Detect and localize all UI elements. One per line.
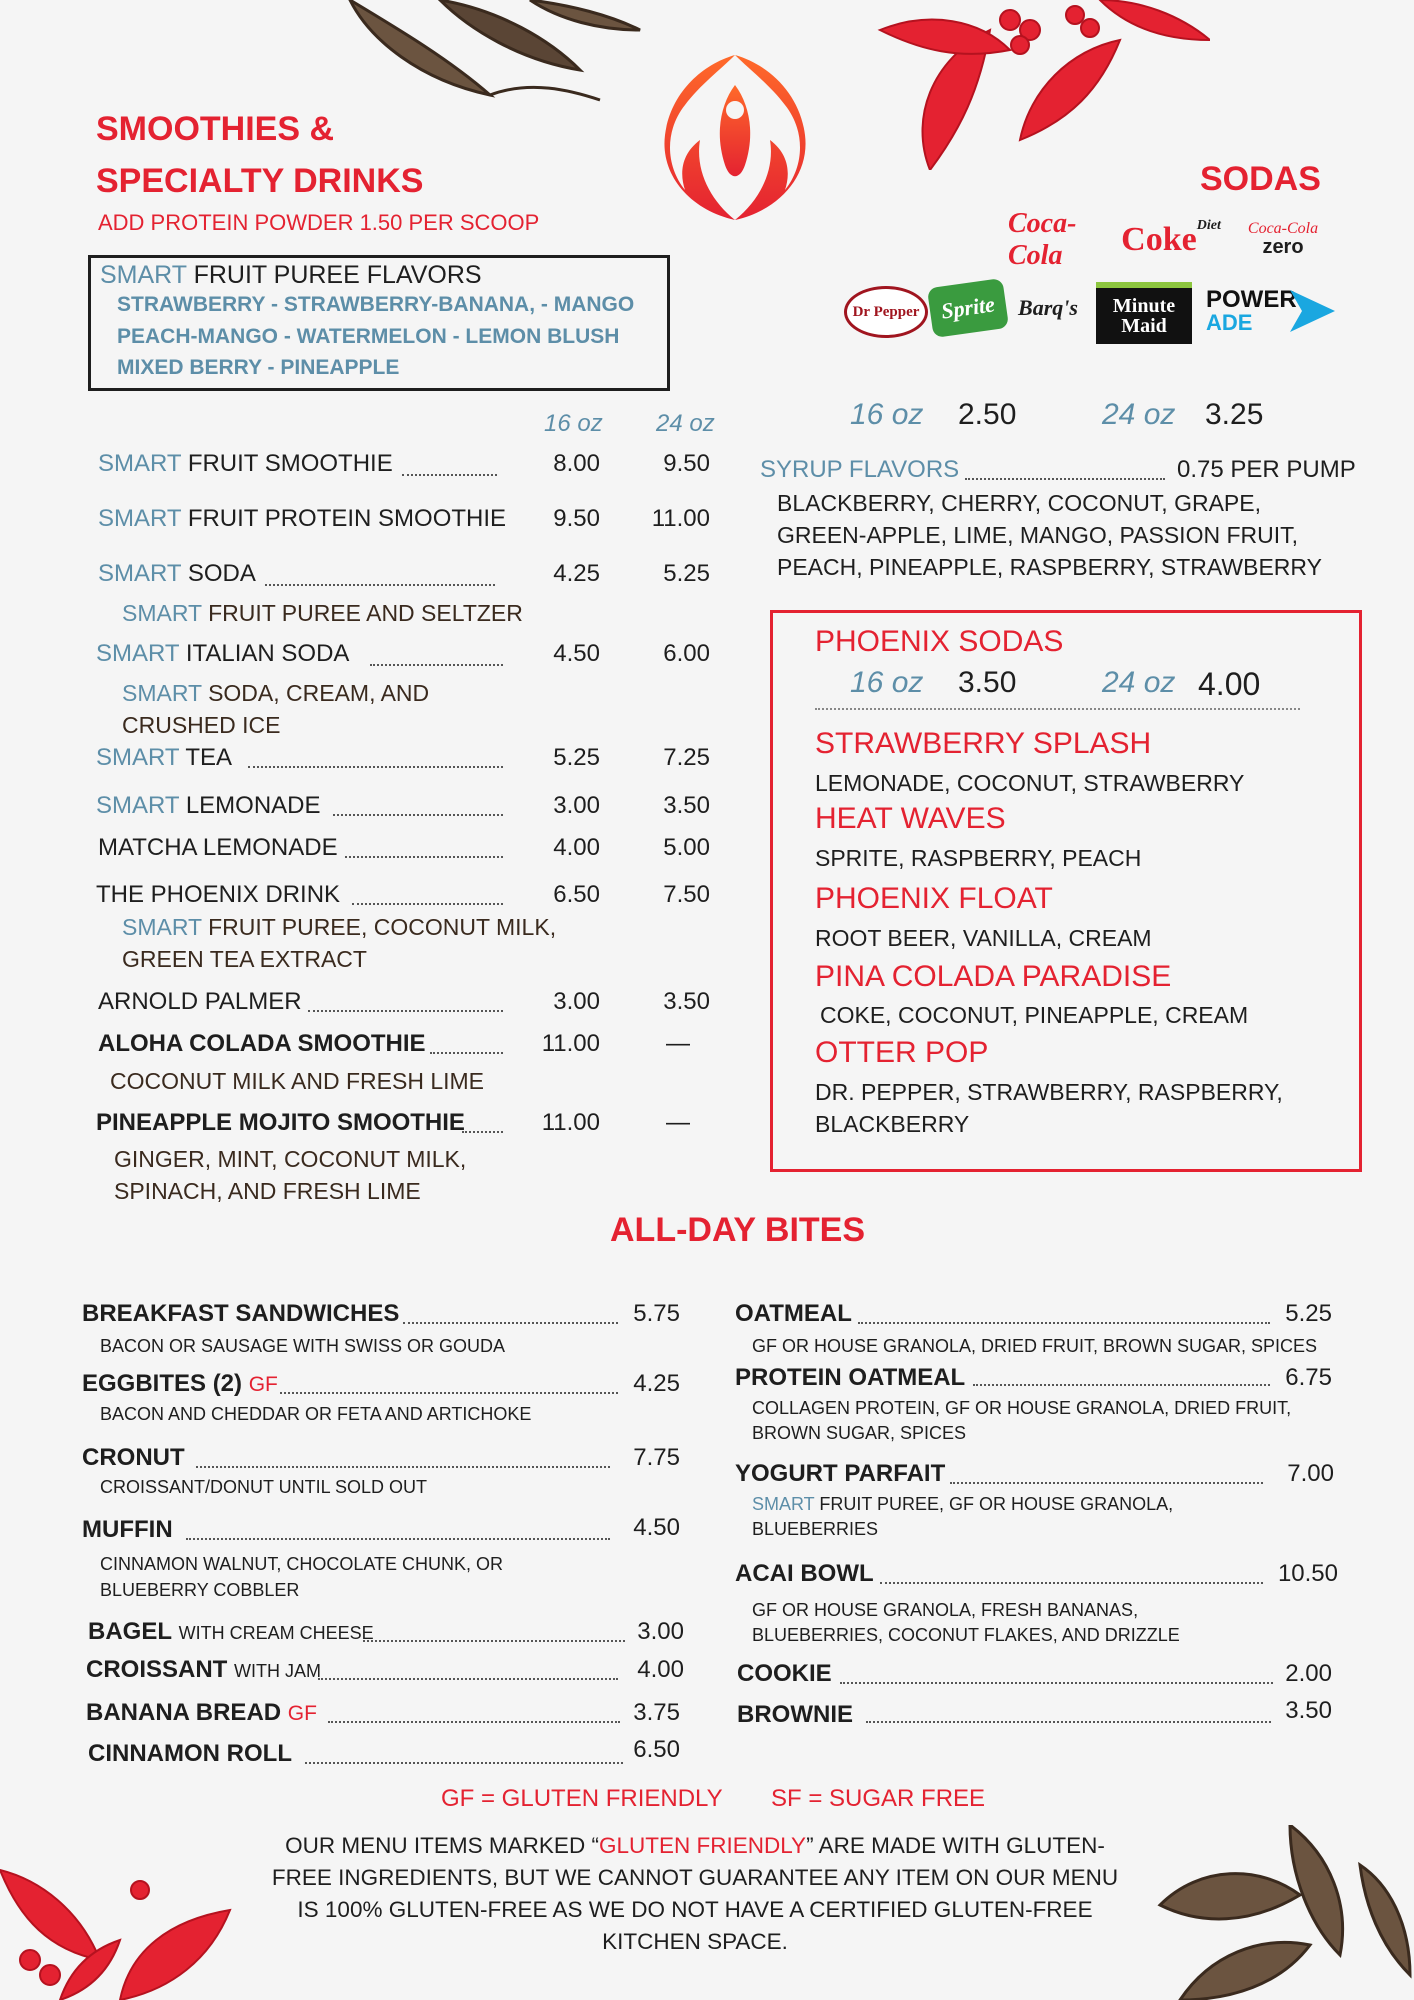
coke-zero-logo: Coca-Cola zero [1247,220,1319,258]
smoothie-price-16: 3.00 [553,988,600,1015]
leader-dots [305,1762,623,1764]
leader-dots [248,766,503,768]
bite-item-desc: GF OR HOUSE GRANOLA, DRIED FRUIT, BROWN SUGAR, SPICES [752,1336,1318,1356]
smoothie-price-24: — [666,1109,690,1136]
phoenix-item-desc: SPRITE, RASPBERRY, PEACH [815,845,1142,871]
bite-price: 7.00 [1287,1460,1334,1487]
smoothie-price-24: 11.00 [651,505,710,532]
smoothie-price-24: 9.50 [663,450,710,477]
smoothie-item-name: ARNOLD PALMER [98,988,302,1015]
phoenix-item-desc-line2: BLACKBERRY [815,1111,970,1137]
leaf-decoration-bottom-right [1140,1825,1414,2000]
smoothie-item-name: ALOHA COLADA SMOOTHIE [98,1030,426,1057]
smoothie-item-name: SMART LEMONADE [96,792,321,819]
bites-title: ALL-DAY BITES [610,1211,866,1249]
leader-dots [352,903,503,905]
bite-price: 2.00 [1285,1660,1332,1687]
bite-item-name: BANANA BREAD GF [86,1699,317,1726]
soda-price-16: 2.50 [958,398,1017,431]
bite-price: 10.50 [1277,1560,1338,1587]
smoothie-item-desc: SMART FRUIT PUREE, COCONUT MILK, [122,914,557,940]
smoothie-item-name: PINEAPPLE MOJITO SMOOTHIE [96,1109,465,1136]
sprite-logo: Sprite [927,278,1009,338]
bite-price: 6.50 [633,1736,680,1763]
syrup-flavors-line1: BLACKBERRY, CHERRY, COCONUT, GRAPE, [777,490,1261,516]
phoenix-item-desc: LEMONADE, COCONUT, STRAWBERRY [815,770,1245,796]
puree-flavors-line3: MIXED BERRY - PINEAPPLE [117,356,400,379]
smoothie-price-16: 4.25 [553,560,600,587]
smoothie-item-desc: SMART FRUIT PUREE AND SELTZER [122,600,523,626]
smoothie-price-24: 7.50 [663,881,710,908]
smoothie-item-desc-line2: SPINACH, AND FRESH LIME [114,1178,421,1204]
bite-item-name: OATMEAL [735,1300,852,1327]
bite-item-name: COOKIE [737,1660,832,1687]
soda-price-24: 3.25 [1205,398,1264,431]
puree-box-heading: SMART FRUIT PUREE FLAVORS [100,261,482,289]
divider [815,708,1300,710]
leader-dots [858,1322,1270,1324]
bite-price: 5.25 [1285,1300,1332,1327]
bite-item-name: CRONUT [82,1444,185,1471]
leader-dots [265,584,495,586]
smoothie-item-name: SMART ITALIAN SODA [96,640,350,667]
phoenix-item-name: PHOENIX FLOAT [815,882,1053,915]
leader-dots [973,1384,1270,1386]
smoothie-price-16: 11.00 [541,1109,600,1136]
bite-price: 3.75 [633,1699,680,1726]
bite-price: 3.50 [1285,1697,1332,1724]
leader-dots [370,664,503,666]
leader-dots [430,1052,503,1054]
smoothie-item-desc: COCONUT MILK AND FRESH LIME [110,1068,485,1094]
bite-price: 4.50 [633,1514,680,1541]
phoenix-item-desc: ROOT BEER, VANILLA, CREAM [815,925,1152,951]
smoothie-price-16: 9.50 [553,505,600,532]
leader-dots [402,474,497,476]
smoothie-price-16: 3.00 [553,792,600,819]
bite-price: 7.75 [633,1444,680,1471]
leader-dots [880,1582,1263,1584]
leader-dots [333,814,503,816]
bite-price: 4.25 [633,1370,680,1397]
bite-price: 6.75 [1285,1364,1332,1391]
bite-item-desc-line2: BLUEBERRIES [752,1519,879,1539]
leader-dots [345,856,503,858]
leader-dots [840,1682,1273,1684]
leader-dots [196,1466,610,1468]
leader-dots [280,1392,618,1394]
leaf-decoration-top-right [870,0,1210,170]
bite-item-desc: COLLAGEN PROTEIN, GF OR HOUSE GRANOLA, DRIED FRUIT, [752,1398,1292,1418]
phoenix-sodas-title: PHOENIX SODAS [815,625,1064,658]
leader-dots [403,1322,618,1324]
phoenix-price-16: 3.50 [958,666,1017,699]
smoothie-price-24: 6.00 [663,640,710,667]
diet-coke-logo: Coke Diet [1121,218,1221,258]
soda-size-24: 24 oz [1102,398,1176,431]
smoothie-price-24: 7.25 [663,744,710,771]
bite-item-name: ACAI BOWL [735,1560,874,1587]
protein-note: ADD PROTEIN POWDER 1.50 PER SCOOP [98,210,540,235]
puree-flavors-box [88,255,670,391]
syrup-flavors-line2: GREEN-APPLE, LIME, MANGO, PASSION FRUIT, [777,522,1299,548]
smoothie-price-16: 8.00 [553,450,600,477]
minute-maid-logo: Minute Maid [1096,282,1192,344]
gf-legend: GF = GLUTEN FRIENDLY [441,1785,723,1812]
syrup-flavors-line3: PEACH, PINEAPPLE, RASPBERRY, STRAWBERRY [777,554,1322,580]
smoothie-item-name: SMART SODA [98,560,256,587]
leader-dots [462,1131,503,1133]
smoothie-price-16: 4.00 [553,834,600,861]
bite-item-name: CINNAMON ROLL [88,1740,292,1767]
bite-item-name: BAGEL WITH CREAM CHEESE [88,1618,374,1645]
leader-dots [308,1010,503,1012]
barqs-logo: Barq's [1018,295,1078,320]
bite-item-desc: BACON OR SAUSAGE WITH SWISS OR GOUDA [100,1336,506,1356]
smoothie-price-24: 5.25 [663,560,710,587]
sf-legend: SF = SUGAR FREE [771,1785,986,1812]
leader-dots [965,478,1165,480]
leader-dots [318,1678,618,1680]
sodas-title: SODAS [1200,160,1321,198]
smoothie-price-24: — [666,1030,690,1057]
bite-item-desc-line2: BROWN SUGAR, SPICES [752,1423,967,1443]
bite-item-name: YOGURT PARFAIT [735,1460,946,1487]
leaf-decoration-top-left [330,0,650,110]
smoothie-price-24: 5.00 [663,834,710,861]
phoenix-item-name: PINA COLADA PARADISE [815,960,1172,993]
smoothies-title-line1: SMOOTHIES & [96,110,335,148]
phoenix-item-name: HEAT WAVES [815,802,1006,835]
smoothie-price-24: 3.50 [663,792,710,819]
bite-price: 3.00 [637,1618,684,1645]
smoothie-item-name: THE PHOENIX DRINK [96,881,341,908]
phoenix-item-desc: DR. PEPPER, STRAWBERRY, RASPBERRY, [815,1079,1283,1105]
bite-item-name: EGGBITES (2) GF [82,1370,278,1397]
phoenix-price-24: 4.00 [1198,666,1261,702]
disclaimer-line1: OUR MENU ITEMS MARKED “GLUTEN FRIENDLY” ARE MADE WITH GLUTEN- [285,1833,1105,1858]
bite-price: 5.75 [633,1300,680,1327]
bite-item-desc: SMART FRUIT PUREE, GF OR HOUSE GRANOLA, [752,1494,1174,1514]
smoothie-item-desc: GINGER, MINT, COCONUT MILK, [114,1146,467,1172]
smoothie-item-name: SMART FRUIT PROTEIN SMOOTHIE [98,505,507,532]
smoothie-item-desc: SMART SODA, CREAM, AND [122,680,430,706]
bite-item-desc: BACON AND CHEDDAR OR FETA AND ARTICHOKE [100,1404,532,1424]
bite-item-name: MUFFIN [82,1516,173,1543]
leader-dots [186,1538,610,1540]
leader-dots [866,1721,1271,1723]
syrup-price: 0.75 PER PUMP [1177,456,1356,483]
disclaimer-line4: KITCHEN SPACE. [602,1929,788,1954]
gf-badge: GF [287,1702,317,1725]
powerade-logo: POWER ADE [1206,286,1297,335]
soda-size-16: 16 oz [850,398,924,431]
smoothie-size-16: 16 oz [544,410,603,437]
smoothie-item-desc-line2: GREEN TEA EXTRACT [122,946,367,972]
puree-flavors-line1: STRAWBERRY - STRAWBERRY-BANANA, - MANGO [117,293,635,316]
bite-item-name: PROTEIN OATMEAL [735,1364,966,1391]
bite-price: 4.00 [637,1656,684,1683]
bite-item-desc: CROISSANT/DONUT UNTIL SOLD OUT [100,1477,428,1497]
leader-dots [328,1721,620,1723]
bite-item-name: BREAKFAST SANDWICHES [82,1300,400,1327]
coca-cola-logo: Coca-Cola [1008,208,1077,271]
leaf-decoration-bottom-left [0,1830,270,2000]
phoenix-item-name: STRAWBERRY SPLASH [815,727,1152,760]
smoothie-price-16: 11.00 [541,1030,600,1057]
bite-item-desc-line2: BLUEBERRIES, COCONUT FLAKES, AND DRIZZLE [752,1625,1180,1645]
smoothies-title-line2: SPECIALTY DRINKS [96,162,424,200]
smoothie-item-name: SMART TEA [96,744,233,771]
puree-flavors-line2: PEACH-MANGO - WATERMELON - LEMON BLUSH [117,325,620,348]
leader-dots [363,1640,625,1642]
disclaimer-line3: IS 100% GLUTEN-FREE AS WE DO NOT HAVE A CERTIFIED GLUTEN-FREE [297,1897,1093,1922]
leader-dots [950,1482,1263,1484]
phoenix-logo [650,45,820,225]
bite-item-name: CROISSANT WITH JAM [86,1656,322,1683]
powerade-arrow-icon [1290,290,1335,332]
smoothie-size-24: 24 oz [656,410,715,437]
phoenix-size-16: 16 oz [850,666,924,699]
phoenix-item-name: OTTER POP [815,1036,989,1069]
smoothie-price-24: 3.50 [663,988,710,1015]
syrup-flavors-label: SYRUP FLAVORS [760,456,960,483]
phoenix-item-desc: COKE, COCONUT, PINEAPPLE, CREAM [820,1002,1249,1028]
dr-pepper-logo: Dr Pepper [844,286,928,338]
bite-item-name: BROWNIE [737,1701,853,1728]
disclaimer-line2: FREE INGREDIENTS, BUT WE CANNOT GUARANTEE ANY ITEM ON OUR MENU [271,1865,1119,1890]
bite-item-desc: GF OR HOUSE GRANOLA, FRESH BANANAS, [752,1600,1139,1620]
smoothie-item-name: SMART FRUIT SMOOTHIE [98,450,393,477]
bite-item-desc: CINNAMON WALNUT, CHOCOLATE CHUNK, OR [100,1554,504,1574]
smoothie-price-16: 6.50 [553,881,600,908]
gluten-disclaimer [250,1830,1140,1958]
bite-item-desc-line2: BLUEBERRY COBBLER [100,1580,300,1600]
smoothie-price-16: 4.50 [553,640,600,667]
smoothie-price-16: 5.25 [553,744,600,771]
smoothie-item-desc-line2: CRUSHED ICE [122,712,281,738]
smoothie-item-name: MATCHA LEMONADE [98,834,338,861]
gf-badge: GF [248,1373,278,1396]
phoenix-size-24: 24 oz [1102,666,1176,699]
